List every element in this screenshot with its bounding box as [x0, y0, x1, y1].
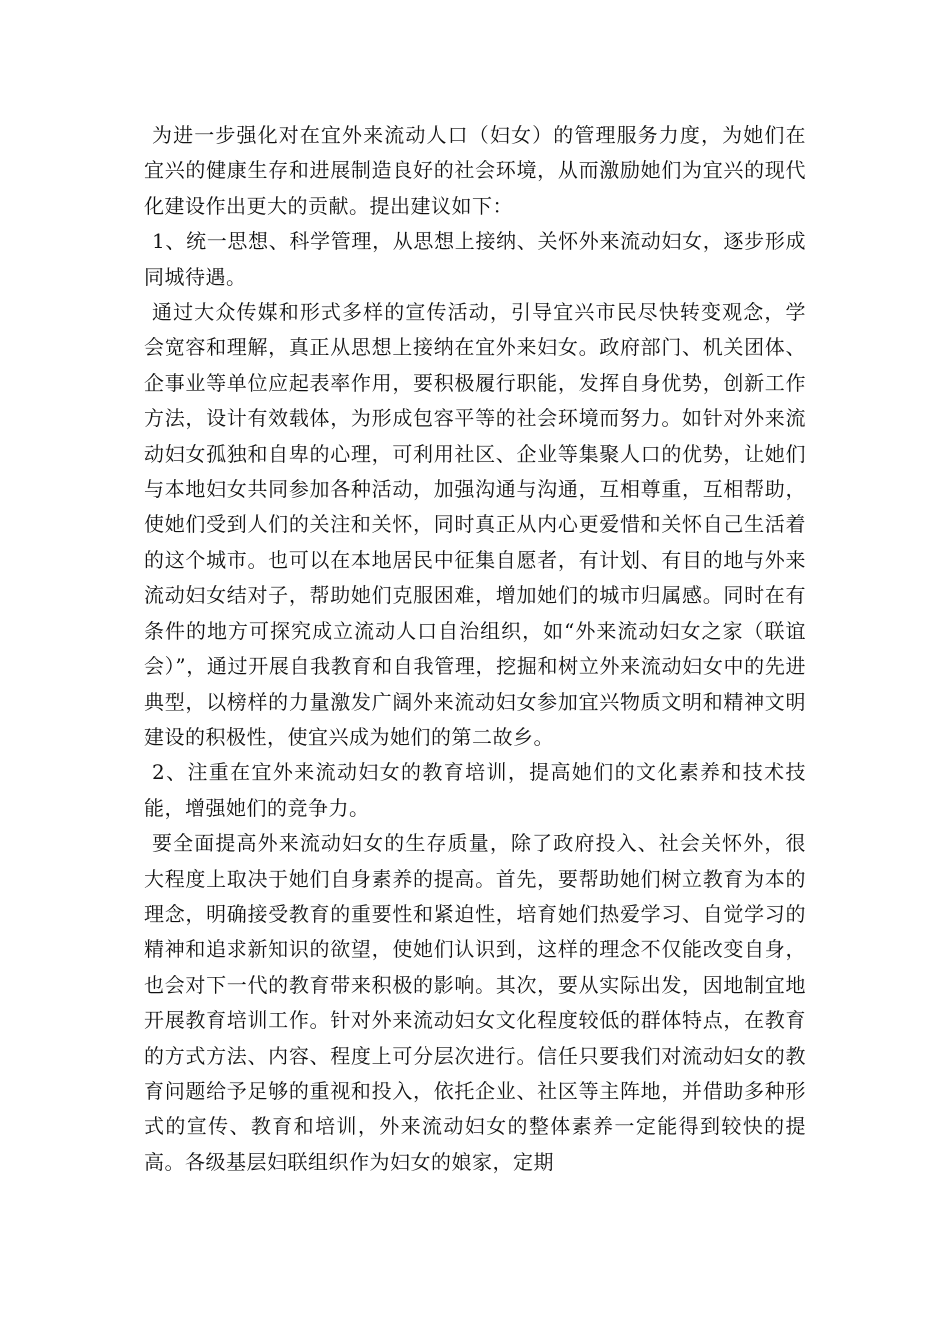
paragraph-heading-2: 2、注重在宜外来流动妇女的教育培训，提高她们的文化素养和技术技能，增强她们的竞争力。: [144, 760, 806, 820]
paragraph-body-1: 通过大众传媒和形式多样的宣传活动，引导宜兴市民尽快转变观念，学会宽容和理解，真正从思想上接纳在宜外来妇女。政府部门、机关团体、企事业等单位应起表率作用，要积极履行职能，发挥自身优势，创新工作方法，设计有效载体，为形成包容平等的社会环境而努力。如针对外来流动妇女孤独和自卑的心理，可利用社区、企业等集聚人口的优势，让她们与本地妇女共同参加各种活动，加强沟通与沟通，互相尊重，互相帮助，使她们受到人们的关注和关怀，同时真正从内心更爱惜和关怀自己生活着的这个城市。也可以在本地居民中征集自愿者，有计划、有目的地与外来流动妇女结对子，帮助她们克服困难，增加她们的城市归属感。同时在有条件的地方可探究成立流动人口自治组织，如“外来流动妇女之家（联谊会）”，通过开展自我教育和自我管理，挖掘和树立外来流动妇女中的先进典型，以榜样的力量激发广阔外来流动妇女参加宜兴物质文明和精神文明建设的积极性，使宜兴成为她们的第二故乡。: [144, 300, 806, 749]
paragraph-intro: 为进一步强化对在宜外来流动人口（妇女）的管理服务力度，为她们在宜兴的健康生存和进展制造良好的社会环境，从而激励她们为宜兴的现代化建设作出更大的贡献。提出建议如下：: [144, 123, 806, 218]
document-body: [144, 118, 806, 1180]
paragraph-body-2: 要全面提高外来流动妇女的生存质量，除了政府投入、社会关怀外，很大程度上取决于她们自身素养的提高。首先，要帮助她们树立教育为本的理念，明确接受教育的重要性和紧迫性，培育她们热爱学习、自觉学习的精神和追求新知识的欲望，使她们认识到，这样的理念不仅能改变自身，也会对下一代的教育带来积极的影响。其次，要从实际出发，因地制宜地开展教育培训工作。针对外来流动妇女文化程度较低的群体特点，在教育的方式方法、内容、程度上可分层次进行。信任只要我们对流动妇女的教育问题给予足够的重视和投入，依托企业、社区等主阵地，并借助多种形式的宣传、教育和培训，外来流动妇女的整体素养一定能得到较快的提高。各级基层妇联组织作为妇女的娘家，定期: [144, 831, 806, 1174]
paragraph-heading-1: 1、统一思想、科学管理，从思想上接纳、关怀外来流动妇女，逐步形成同城待遇。: [144, 229, 806, 289]
